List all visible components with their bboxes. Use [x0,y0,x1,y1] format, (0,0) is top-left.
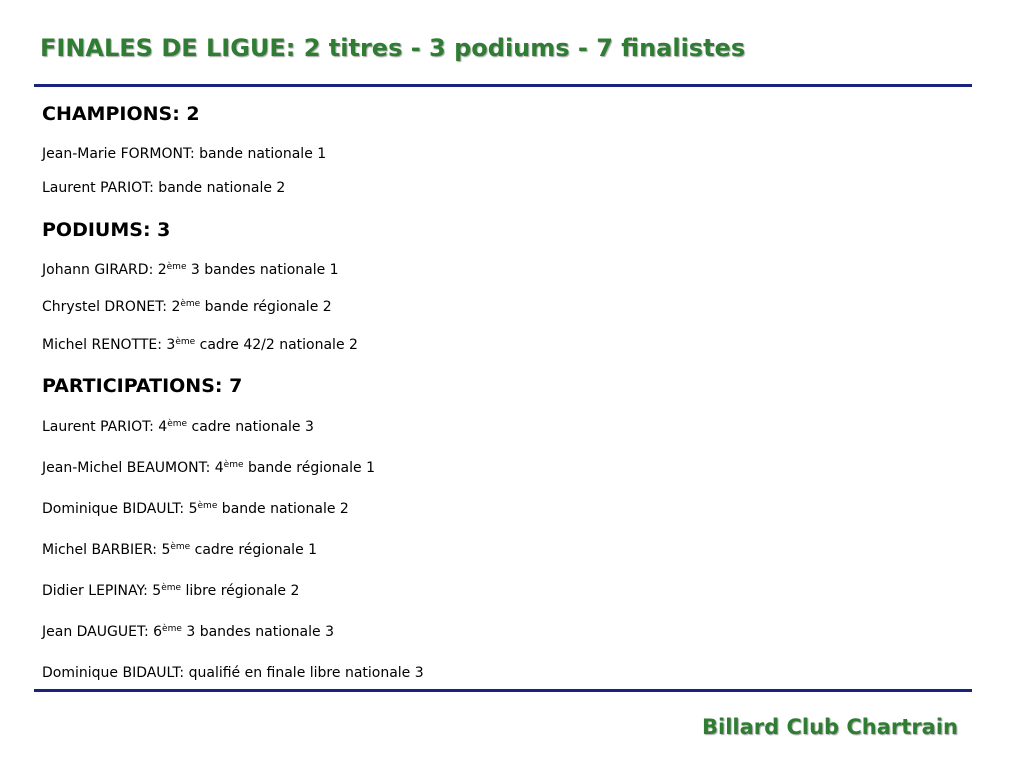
entry-name-rank: Chrystel DRONET: 2 [42,299,181,315]
entry-event: 3 bandes nationale 1 [186,262,339,278]
entry-event: cadre nationale 3 [187,419,314,435]
entry-event: bande nationale 2 [217,501,349,517]
participation-entry [42,417,314,437]
entry-event: bande régionale 2 [200,299,332,315]
entry-name-rank: Jean DAUGUET: 6 [42,624,163,640]
rank-suffix: ème [170,542,191,552]
rank-suffix: ème [162,624,182,634]
rank-suffix: ème [167,419,188,429]
entry-event: cadre 42/2 nationale 2 [195,337,358,353]
page-title: FINALES DE LIGUE: 2 titres - 3 podiums - 7 finalistes [40,34,746,62]
entry-name-rank: Dominique BIDAULT: 5 [42,501,198,517]
champion-entry: Jean-Marie FORMONT: bande nationale 1 [42,146,327,162]
rank-suffix: ème [223,460,244,470]
champion-entry: Laurent PARIOT: bande nationale 2 [42,180,286,196]
entry-name-rank: Michel RENOTTE: 3 [42,337,176,353]
participations-heading: PARTICIPATIONS: 7 [42,375,243,397]
podiums-heading: PODIUMS: 3 [42,219,171,241]
participation-entry [42,540,317,560]
participation-entry [42,499,349,519]
entry-event: bande régionale 1 [243,460,375,476]
entry-name-rank: Laurent PARIOT: 4 [42,419,168,435]
entry-name-rank: Michel BARBIER: 5 [42,542,171,558]
entry-name-rank: Jean-Michel BEAUMONT: 4 [42,460,224,476]
participation-entry [42,581,299,601]
rank-suffix: ème [175,337,196,347]
footer-club-name: Billard Club Chartrain [702,715,958,739]
rank-suffix: ème [197,501,218,511]
entry-name-rank: Johann GIRARD: 2 [42,262,167,278]
bottom-divider [34,689,972,692]
entry-name-rank: Didier LEPINAY: 5 [42,583,162,599]
rank-suffix: ème [166,262,187,272]
podium-entry [42,297,332,317]
champions-heading: CHAMPIONS: 2 [42,103,200,125]
participation-entry [42,458,375,478]
entry-event: cadre régionale 1 [190,542,318,558]
participation-entry [42,622,334,642]
podium-entry [42,335,358,355]
rank-suffix: ème [180,299,201,309]
rank-suffix: ème [161,583,182,593]
top-divider [34,84,972,87]
entry-event: 3 bandes nationale 3 [181,624,334,640]
participation-entry: Dominique BIDAULT: qualifié en finale libre nationale 3 [42,665,424,681]
entry-event: libre régionale 2 [181,583,300,599]
podium-entry [42,260,339,280]
